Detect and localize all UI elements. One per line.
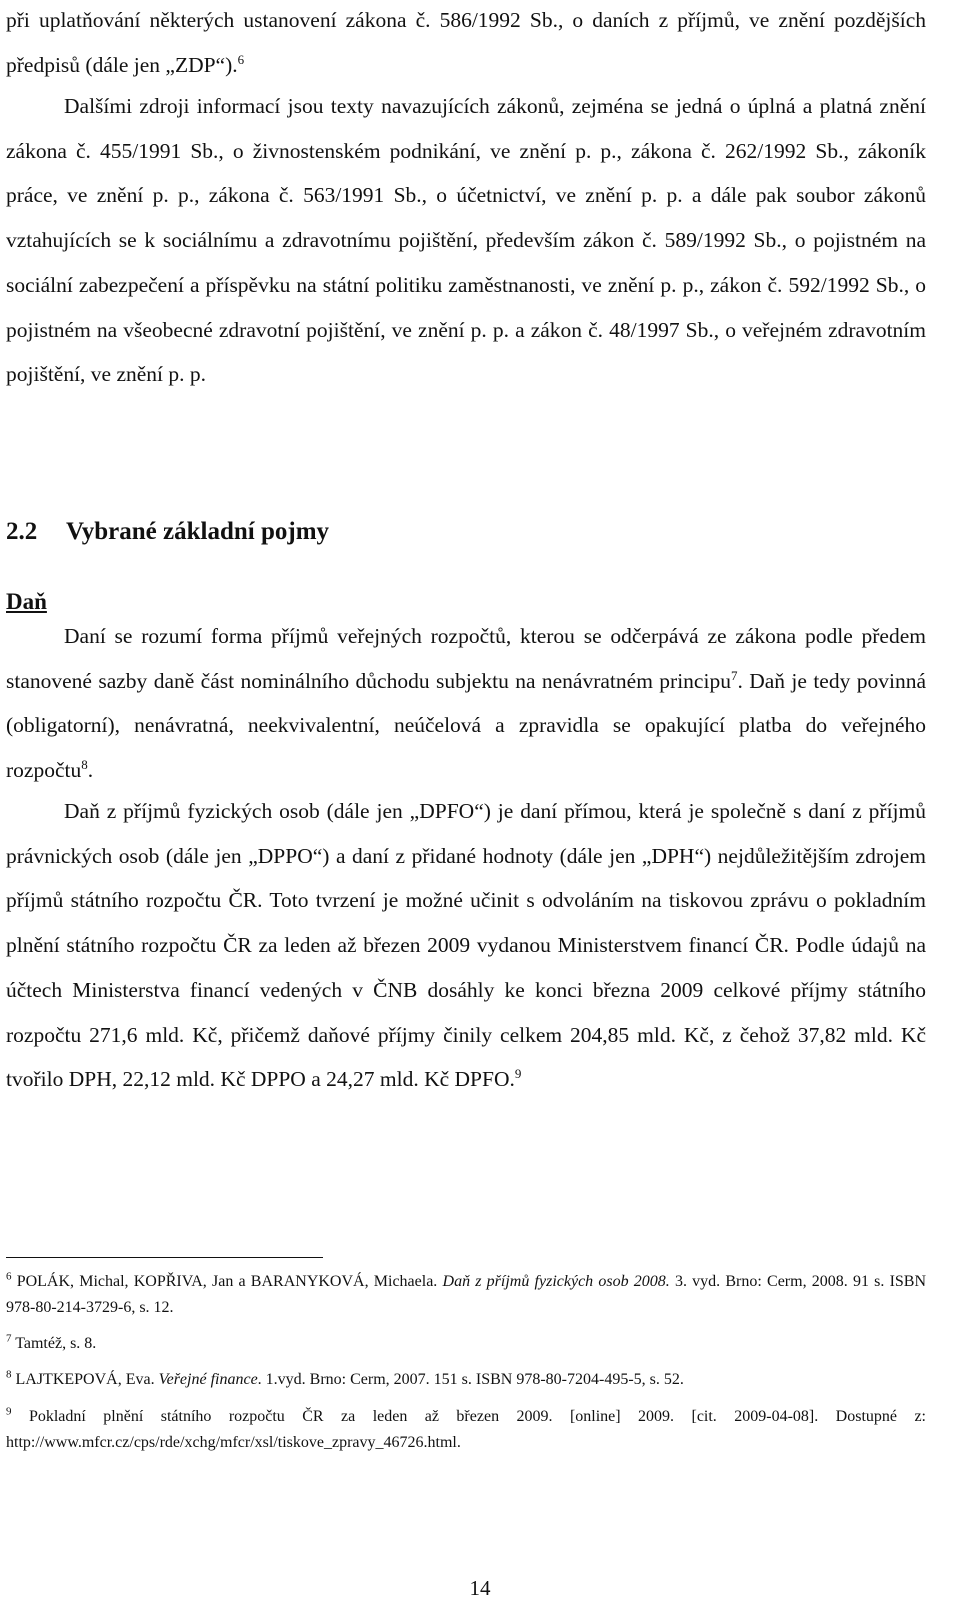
footnote-8-title: Veřejné finance	[158, 1371, 258, 1388]
intro-paragraph-text: při uplatňování některých ustanovení zákona č. 586/1992 Sb., o daních z příjmů, ve znění pozdějších předpisů (dále jen „ZDP“).	[6, 8, 926, 77]
footnote-ref-7[interactable]: 7	[730, 667, 738, 683]
footnote-6-number: 6	[6, 1270, 12, 1283]
tax-definition-text-2: . Daň je tedy povinná (obligatorní), nenávratná, neekvivalentní, neúčelová a zpravidla se opakující platba do veřejného rozpočtu	[6, 668, 926, 783]
subsection-heading: Daň	[6, 589, 47, 614]
section-heading	[6, 512, 329, 552]
footnote-9	[6, 1404, 926, 1456]
footnote-6-title: Daň z příjmů fyzických osob 2008.	[442, 1273, 670, 1290]
tax-definition-text-1: Daní se rozumí forma příjmů veřejných rozpočtů, kterou se odčerpává ze zákona podle předem stanovené sazby daně část nominálního důchodu subjektu na nenávratném principu	[6, 624, 926, 693]
footnote-8-details: . 1.vyd. Brno: Cerm, 2007. 151 s. ISBN 978-80-7204-495-5, s. 52.	[257, 1371, 684, 1388]
sources-paragraph-text: Dalšími zdroji informací jsou texty navazujících zákonů, zejména se jedná o úplná a platná znění zákona č. 455/1991 Sb., o živnostenském podnikání, ve znění p. p., zákona č. 262/1992 Sb., zákoník práce, ve znění p. p., zákona č. 563/1991 Sb., o účetnictví, ve znění p. p. a dále pak soubor zákonů vztahujících se k sociálnímu a zdravotnímu pojištění, především zákon č. 589/1992 Sb., o pojistném na sociální zabezpečení a příspěvku na státní politiku zaměstnanosti, ve znění p. p., zákon č. 592/1992 Sb., o pojistném na všeobecné zdravotní pojištění, ve znění p. p. a zákon č. 48/1997 Sb., o veřejném zdravotním pojištění, ve znění p. p.	[6, 94, 926, 387]
footnote-7-number: 7	[6, 1332, 12, 1345]
footnote-separator	[6, 1257, 323, 1258]
footnote-8	[6, 1367, 926, 1393]
footnote-ref-6[interactable]: 6	[237, 51, 245, 67]
tax-definition-text-3: .	[87, 758, 94, 783]
page-number: 14	[469, 1576, 491, 1600]
footnote-7	[6, 1331, 926, 1357]
footnote-6	[6, 1269, 926, 1321]
section-title: Vybrané základní pojmy	[66, 518, 330, 545]
dpfo-paragraph	[6, 789, 926, 1102]
section-number: 2.2	[6, 518, 38, 545]
footnote-8-number: 8	[6, 1368, 12, 1381]
footnote-9-number: 9	[6, 1405, 12, 1418]
footnote-ref-8[interactable]: 8	[81, 756, 88, 772]
footnote-6-details: 3. vyd. Brno: Cerm, 2008. 91 s. ISBN 978-80-214-3729-6, s. 12.	[6, 1273, 927, 1316]
dpfo-paragraph-text: Daň z příjmů fyzických osob (dále jen „DPFO“) je daní přímou, která je společně s daní z příjmů právnických osob (dále jen „DPPO“) a daní z přidané hodnoty (dále jen „DPH“) nejdůležitějším zdrojem příjmů státního rozpočtu ČR. Toto tvrzení je možné učinit s odvoláním na tiskovou zprávu o pokladním plnění státního rozpočtu ČR za leden až březen 2009 vydanou Ministerstvem financí ČR. Podle údajů na účtech Ministerstva financí vedených v ČNB dosáhly ke konci března 2009 celkové příjmy státního rozpočtu 271,6 mld. Kč, přičemž daňové příjmy činily celkem 204,85 mld. Kč, z čehož 37,82 mld. Kč tvořilo DPH, 22,12 mld. Kč DPPO a 24,27 mld. Kč DPFO.	[6, 799, 926, 1092]
tax-definition-paragraph	[6, 614, 926, 793]
footnote-8-text: LAJTKEPOVÁ, Eva.	[15, 1371, 159, 1388]
footnote-9-text: Pokladní plnění státního rozpočtu ČR za leden až březen 2009. [online] 2009. [cit. 2009-04-08]. Dostupné z: http://www.mfcr.cz/cps/rde/xchg/mfcr/xsl/tiskove_zpravy_46726.html.	[6, 1408, 927, 1451]
intro-paragraph	[6, 0, 926, 87]
footnote-ref-9[interactable]: 9	[514, 1066, 522, 1082]
footnote-7-text: Tamtéž, s. 8.	[15, 1335, 97, 1352]
sources-paragraph	[6, 84, 926, 397]
footnote-6-text: POLÁK, Michal, KOPŘIVA, Jan a BARANYKOVÁ, Michaela.	[16, 1273, 443, 1290]
